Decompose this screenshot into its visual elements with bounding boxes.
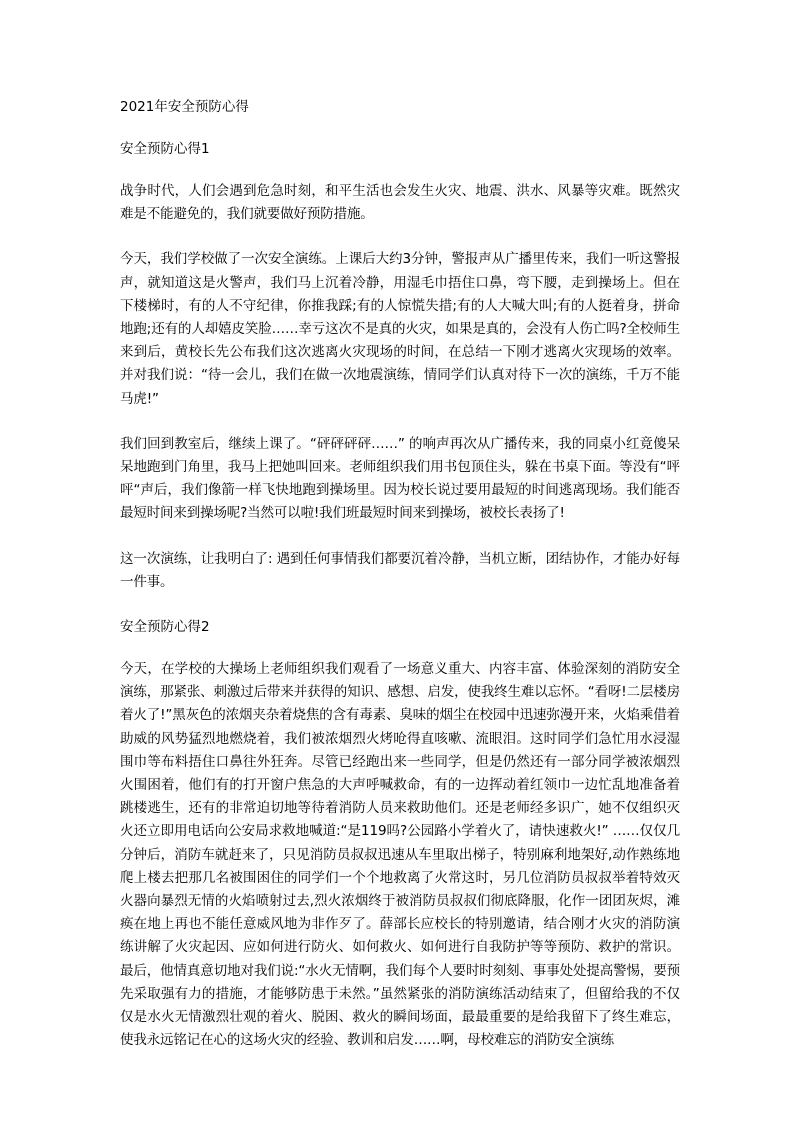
paragraph: 今天，我们学校做了一次安全演练。上课后大约3分钟，警报声从广播里传来，我们一听这警报声，就知道这是火警声，我们马上沉着冷静，用湿毛巾捂住口鼻，弯下腰，走到操场上。但在下楼梯时，有的人不守纪律，你推我踩;有的人惊慌失措;有的人大喊大叫;有的人挺着身，拼命地跑;还有的人却嬉皮笑脸……幸亏这次不是真的火灾，如果是真的，会没有人伤亡吗?全校师生来到后，黄校长先公布我们这次逃离火灾现场的时间，在总结一下刚才逃离火灾现场的效率。并对我们说：“待一会儿，我们在做一次地震演练，情同学们认真对待下一次的演练，千万不能马虎!” <box>120 251 680 407</box>
document-body <box>120 96 680 1053</box>
paragraph: 战争时代，人们会遇到危急时刻，和平生活也会发生火灾、地震、洪水、风暴等灾难。既然灾难是不能避免的，我们就要做好预防措施。 <box>120 183 680 223</box>
document-title: 2021年安全预防心得 <box>120 99 249 115</box>
section-heading-1: 安全预防心得1 <box>120 141 210 157</box>
paragraph: 这一次演练，让我明白了: 遇到任何事情我们都要沉着冷静，当机立断，团结协作，才能办好每一件事。 <box>120 550 680 590</box>
paragraph: 我们回到教室后，继续上课了。“砰砰砰砰……” 的响声再次从广播传来，我的同桌小红竟傻呆呆地跑到门角里，我马上把她叫回来。老师组织我们用书包顶住头，躲在书桌下面。等没有“呯呯“声后，我们像箭一样飞快地跑到操场里。因为校长说过要用最短的时间逃离现场。我们能否最短时间来到操场呢?当然可以啦!我们班最短时间来到操场，被校长表扬了! <box>120 435 680 522</box>
paragraph: 今天，在学校的大操场上老师组织我们观看了一场意义重大、内容丰富、体验深刻的消防安全演练，那紧张、刺激过后带来并获得的知识、感想、启发，使我终生难以忘怀。“看呀!二层楼房着火了!”黑灰色的浓烟夹杂着烧焦的含有毒素、臭味的烟尘在校园中迅速弥漫开来，火焰乘借着助威的风势猛烈地燃烧着，我们被浓烟烈火烤呛得直咳嗽、流眼泪。这时同学们急忙用水浸湿围巾等布料捂住口鼻往外狂奔。尽管已经跑出来一些同学，但是仍然还有一部分同学被浓烟烈火围困着，他们有的打开窗户焦急的大声呼喊救命，有的一边挥动着红领巾一边忙乱地准备着跳楼逃生，还有的非常迫切地等待着消防人员来救助他们。还是老师经多识广，她不仅组织灭火还立即用电话向公安局求救地喊道:“是119吗?公园路小学着火了，请快速救火!” ……仅仅几分钟后，消防车就赶来了，只见消防员叔叔迅速从车里取出梯子，特别麻利地架好,动作熟练地爬上楼去把那几名被围困住的同学们一个个地救离了火常这时，另几位消防员叔叔举着特效灭火器向暴烈无情的火焰喷射过去,烈火浓烟终于被消防员叔叔们彻底降服，化作一团团灰烬，滩痪在地上再也不能任意威风地为非作歹了。薛部长应校长的特别邀请，结合刚才火灾的消防演练讲解了火灾起因、应如何进行防火、如何救火、如何进行自我防护等等预防、救护的常识。最后，他情真意切地对我们说:“水火无情啊，我们每个人要时时刻刻、事事处处提高警惕，要预先采取强有力的措施，才能够防患于未然。”虽然紧张的消防演练活动结束了，但留给我的不仅仅是水火无情激烈壮观的着火、脱困、救火的瞬间场面，最最重要的是给我留下了终生难忘，使我永远铭记在心的这场火灾的经验、教训和启发……啊，母校难忘的消防安全演练 <box>120 661 680 1049</box>
section-heading-2: 安全预防心得2 <box>120 619 210 636</box>
